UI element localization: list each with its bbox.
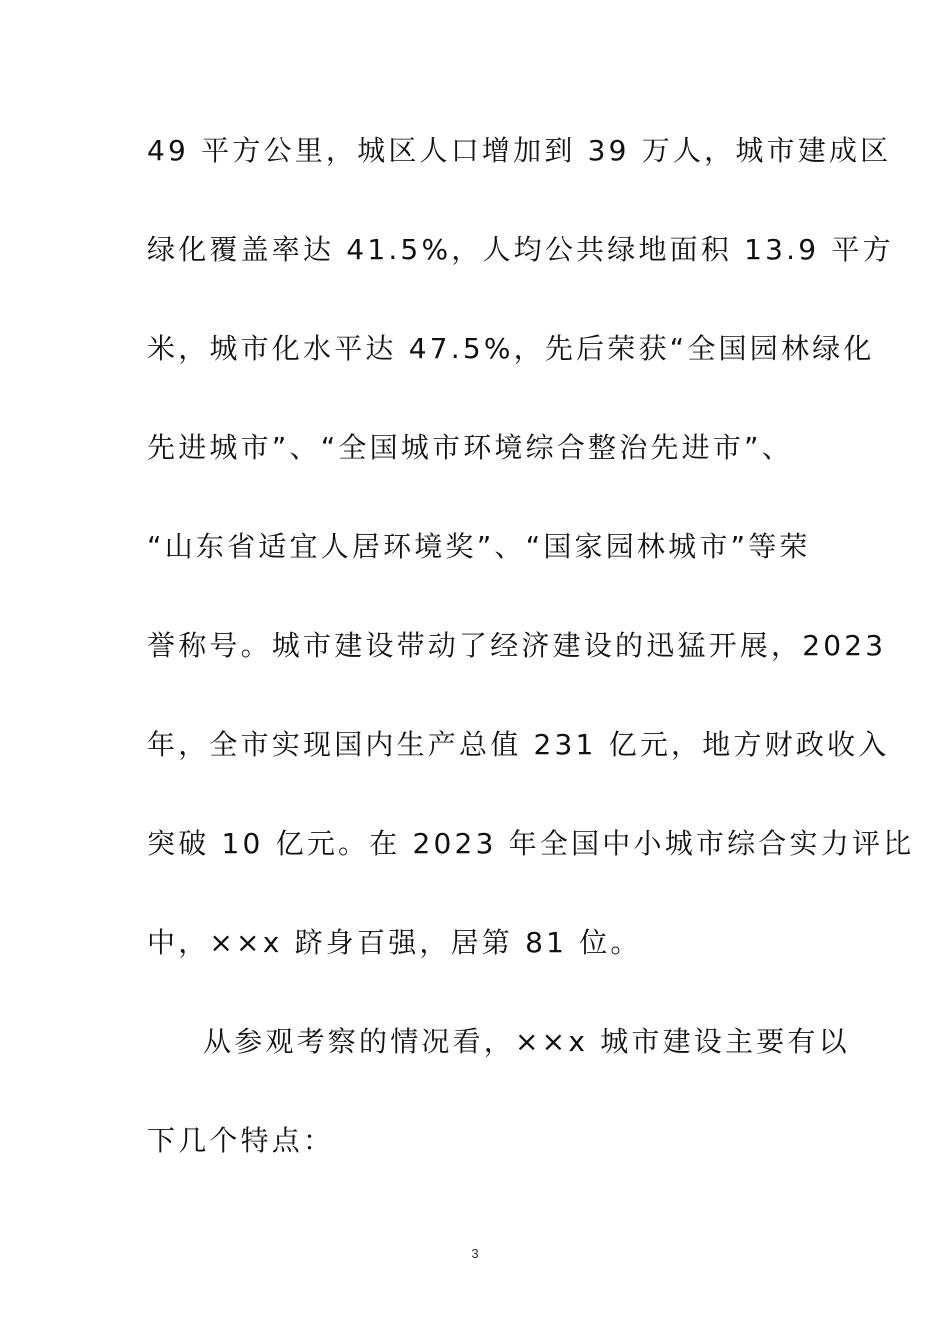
text-line: 中，××x 跻身百强，居第 81 位。 xyxy=(147,926,642,959)
text-line: 誉称号。城市建设带动了经济建设的迅猛开展，2023 xyxy=(147,629,887,662)
text-line: 绿化覆盖率达 41.5%，人均公共绿地面积 13.9 平方 xyxy=(147,233,894,266)
text-line: 年，全市实现国内生产总值 231 亿元，地方财政收入 xyxy=(147,728,890,761)
text-line: 米，城市化水平达 47.5%，先后荣获“全国园林绿化 xyxy=(147,332,875,365)
text-line: 下几个特点： xyxy=(147,1124,335,1157)
text-line: “山东省适宜人居环境奖”、“国家园林城市”等荣 xyxy=(147,530,811,563)
body-text xyxy=(147,122,915,1211)
text-line: 49 平方公里，城区人口增加到 39 万人，城市建成区 xyxy=(147,134,892,167)
paragraph-start-line: 从参观考察的情况看，××x 城市建设主要有以 xyxy=(203,1025,850,1058)
page-number: 3 xyxy=(471,1246,479,1261)
text-line: 突破 10 亿元。在 2023 年全国中小城市综合实力评比 xyxy=(147,827,915,860)
text-line: 先进城市”、“全国城市环境综合整治先进市”、 xyxy=(147,431,793,464)
